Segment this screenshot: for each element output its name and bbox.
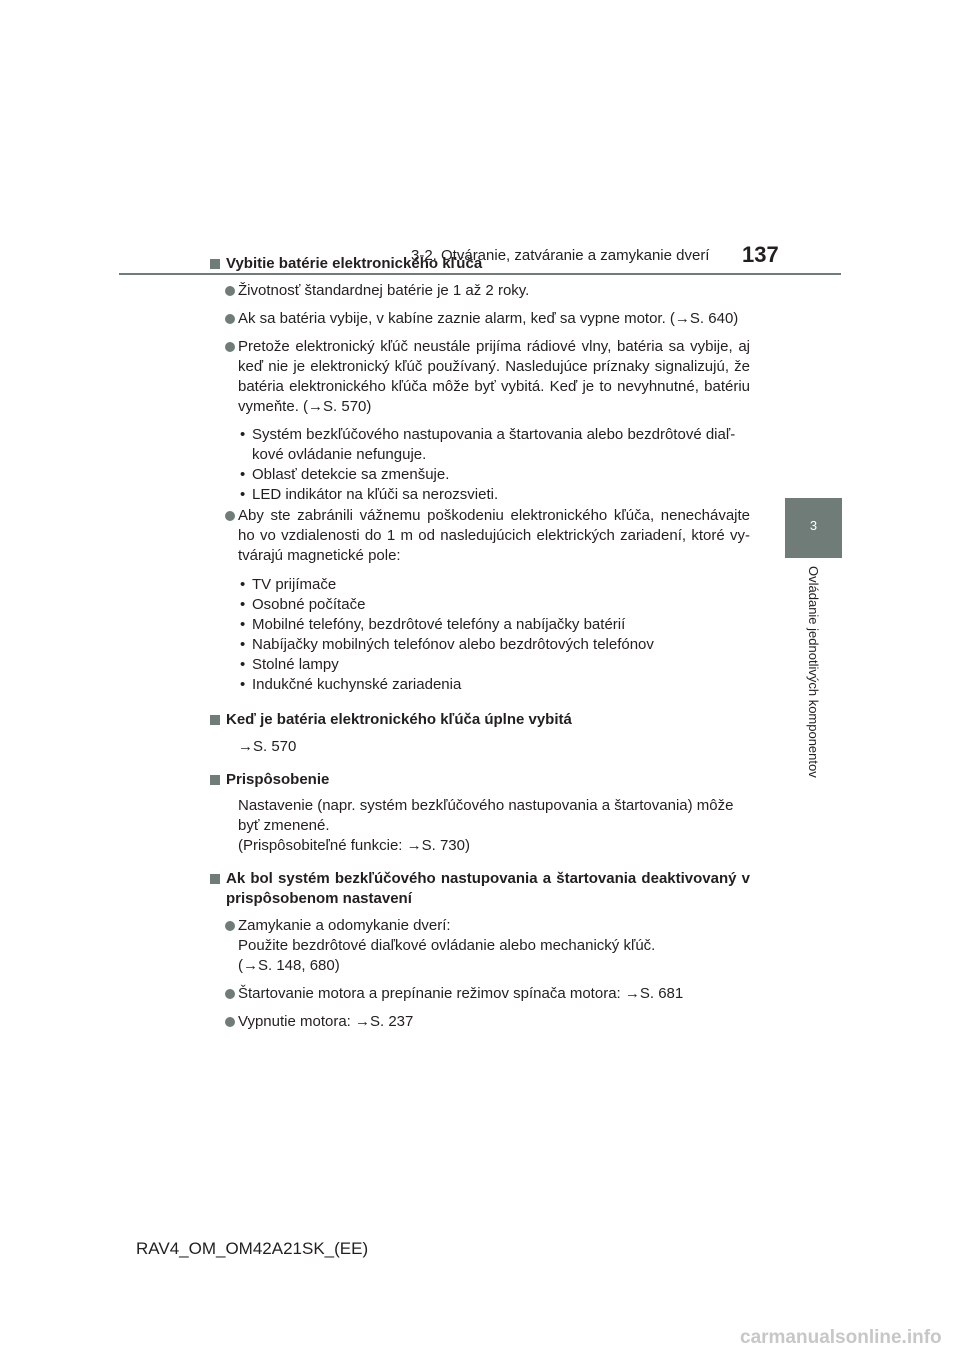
footer-document-code: RAV4_OM_OM42A21SK_(EE) — [136, 1239, 369, 1258]
sub-list-text: Nabíjačky mobilných telefónov alebo bezdrôtových telefónov — [252, 636, 654, 653]
section-heading-text: Vybitie batérie elektronického kľúča — [226, 255, 483, 272]
sub-list-item — [210, 675, 750, 695]
sub-list-text: TV prijímače — [252, 576, 337, 593]
section-title: 3-2. Otváranie, zatváranie a zamykanie dverí — [411, 247, 710, 264]
round-bullet-icon — [225, 314, 235, 324]
section-heading — [210, 869, 750, 909]
square-bullet-icon — [210, 874, 220, 884]
dot-marker: • — [240, 466, 246, 483]
section-heading — [210, 770, 750, 790]
dot-marker: • — [240, 616, 246, 633]
bullet-text: Pretože elektronický kľúč neustále prijíma rádiové vlny, batéria sa vybije, aj keď nie je elektronický kľúč používaný. Nasledujúce príznaky signalizujú, že batéria elektronického kľúča môže byť vybitá. Keď je to nevyhnutné, batériu vymeňte. (→S. 570) — [238, 338, 750, 415]
bullet-item — [210, 916, 750, 976]
square-bullet-icon — [210, 715, 220, 725]
section-heading-text: Ak bol systém bezkľúčového nastupovania a štartovania deaktivovaný v prispôsobenom nastavení — [226, 870, 750, 907]
section-heading-text: Prispôsobenie — [226, 771, 330, 788]
bullet-item — [210, 281, 750, 301]
square-bullet-icon — [210, 775, 220, 785]
sub-list-text: LED indikátor na kľúči sa nerozsvieti. — [252, 486, 499, 503]
bullet-text: Zamykanie a odomykanie dverí: — [238, 917, 451, 934]
dot-marker: • — [240, 656, 246, 673]
reference-text[interactable]: →S. 570 — [238, 738, 297, 755]
chapter-label — [793, 566, 833, 821]
sub-list-text: Stolné lampy — [252, 656, 339, 673]
sub-list-text: Osobné počítače — [252, 596, 366, 613]
dot-marker: • — [240, 576, 246, 593]
round-bullet-icon — [225, 342, 235, 352]
round-bullet-icon — [225, 1017, 235, 1027]
sub-list-item — [210, 595, 750, 615]
round-bullet-icon — [225, 921, 235, 931]
sub-list-item — [210, 485, 750, 505]
watermark: carmanualsonline.info — [740, 1327, 942, 1348]
bullet-item — [210, 1012, 750, 1032]
sub-list-item — [210, 425, 750, 465]
square-bullet-icon — [210, 259, 220, 269]
dot-marker: • — [240, 676, 246, 693]
paragraph-text: Nastavenie (napr. systém bezkľúčového nastupovania a štartovania) môže byť zmenené. — [238, 797, 734, 834]
dot-marker: • — [240, 426, 246, 443]
dot-marker: • — [240, 596, 246, 613]
dot-marker: • — [240, 486, 246, 503]
chapter-label-text: Ovládanie jednotlivých komponentov — [806, 566, 821, 778]
sub-list-item — [210, 635, 750, 655]
bullet-text: Použite bezdrôtové diaľkové ovládanie alebo mechanický kľúč. — [238, 937, 656, 954]
chapter-tab[interactable] — [785, 498, 842, 558]
bullet-item — [210, 984, 750, 1004]
bullet-text: Ak sa batéria vybije, v kabíne zaznie alarm, keď sa vypne motor. (→S. 640) — [238, 310, 739, 327]
bullet-text: Aby ste zabránili vážnemu poškodeniu elektronického kľúča, nenechávajte ho vo vzdialenosti do 1 m od nasledujúcich elektrických zariadení, ktoré vy-tvárajú magnetické pole: — [238, 507, 750, 564]
paragraph-text: (Prispôsobiteľné funkcie: →S. 730) — [238, 837, 470, 854]
page-number: 137 — [742, 242, 779, 267]
section-heading-text: Keď je batéria elektronického kľúča úplne vybitá — [226, 711, 572, 728]
dot-marker: • — [240, 636, 246, 653]
chapter-number: 3 — [809, 518, 818, 533]
round-bullet-icon — [225, 511, 235, 521]
bullet-text: Životnosť štandardnej batérie je 1 až 2 roky. — [238, 282, 530, 299]
bullet-text: (→S. 148, 680) — [238, 957, 340, 974]
section-heading — [210, 254, 750, 274]
section-heading — [210, 710, 750, 730]
bullet-text: Štartovanie motora a prepínanie režimov spínača motora: →S. 681 — [238, 985, 684, 1002]
bullet-text: Vypnutie motora: →S. 237 — [238, 1013, 414, 1030]
round-bullet-icon — [225, 286, 235, 296]
sub-list-item — [210, 465, 750, 485]
sub-list-item — [210, 575, 750, 595]
bullet-item — [210, 337, 750, 417]
sub-list-text: Indukčné kuchynské zariadenia — [252, 676, 462, 693]
sub-list-text: Systém bezkľúčového nastupovania a štartovania alebo bezdrôtové diaľ-kové ovládanie nefunguje. — [252, 426, 736, 463]
sub-list-item — [210, 615, 750, 635]
sub-list-item — [210, 655, 750, 675]
sub-list-text: Mobilné telefóny, bezdrôtové telefóny a nabíjačky batérií — [252, 616, 626, 633]
bullet-item — [210, 309, 750, 329]
page-content — [210, 254, 750, 1032]
bullet-item — [210, 506, 750, 566]
round-bullet-icon — [225, 989, 235, 999]
sub-list-text: Oblasť detekcie sa zmenšuje. — [252, 466, 450, 483]
